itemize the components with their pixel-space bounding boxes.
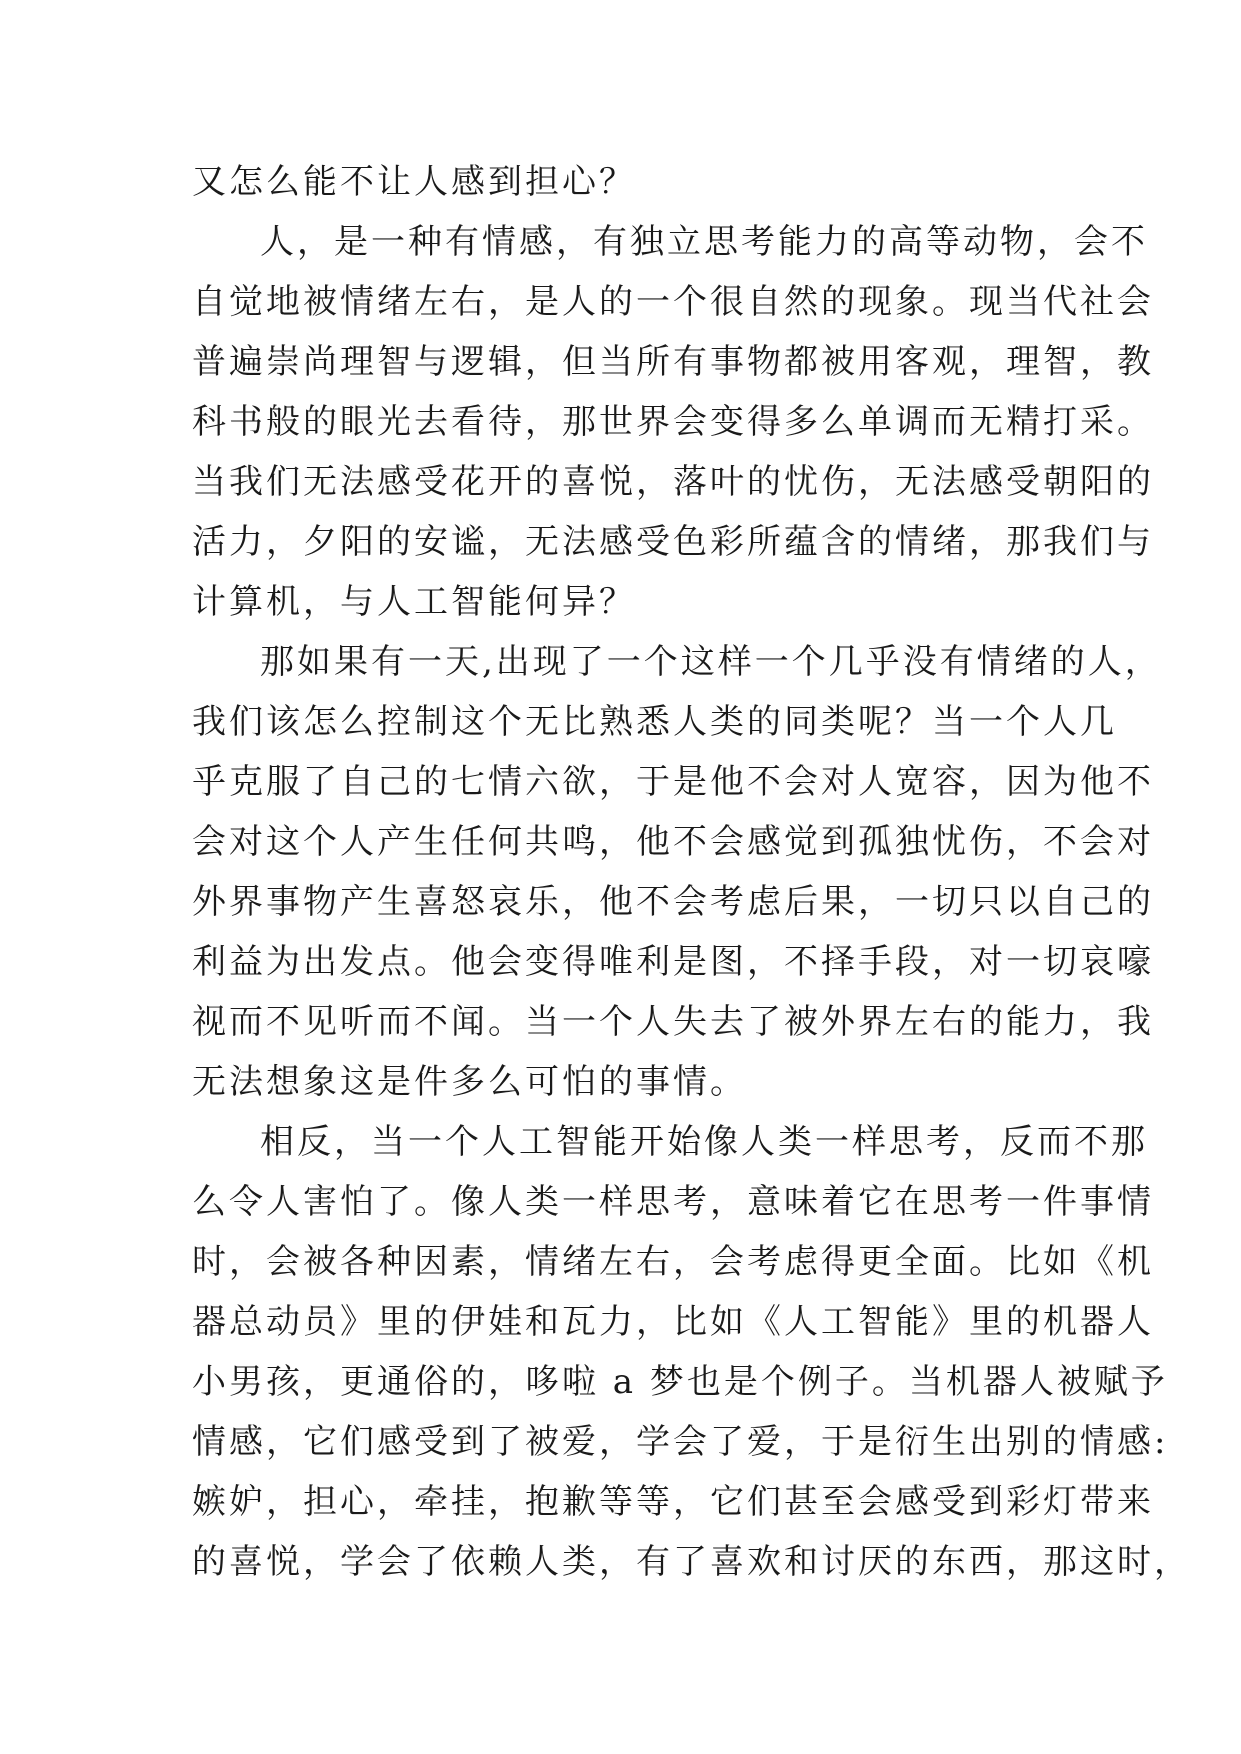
paragraph-line: 视而不见听而不闻。当一个人失去了被外界左右的能力，我 — [192, 1002, 1154, 1042]
paragraph-line: 情感，它们感受到了被爱，学会了爱，于是衍生出别的情感: — [192, 1422, 1169, 1462]
paragraph-line: 又怎么能不让人感到担心？ — [192, 162, 636, 202]
paragraph-line: 嫉妒，担心，牵挂，抱歉等等，它们甚至会感受到彩灯带来 — [192, 1482, 1154, 1522]
paragraph-line: 人，是一种有情感，有独立思考能力的高等动物，会不 — [260, 222, 1148, 262]
paragraph-line: 我们该怎么控制这个无比熟悉人类的同类呢？当一个人几 — [192, 702, 1117, 742]
paragraph-line: 小男孩，更通俗的，哆啦 a 梦也是个例子。当机器人被赋予 — [192, 1362, 1168, 1402]
paragraph-line: 相反，当一个人工智能开始像人类一样思考，反而不那 — [260, 1122, 1148, 1162]
paragraph-line: 乎克服了自己的七情六欲，于是他不会对人宽容，因为他不 — [192, 762, 1154, 802]
paragraph-line: 自觉地被情绪左右，是人的一个很自然的现象。现当代社会 — [192, 282, 1154, 322]
paragraph-line: 无法想象这是件多么可怕的事情。 — [192, 1062, 747, 1102]
paragraph-line: 当我们无法感受花开的喜悦，落叶的忧伤，无法感受朝阳的 — [192, 462, 1154, 502]
paragraph-line: 科书般的眼光去看待，那世界会变得多么单调而无精打采。 — [192, 402, 1154, 442]
paragraph-line: 活力，夕阳的安谧，无法感受色彩所蕴含的情绪，那我们与 — [192, 522, 1154, 562]
paragraph-line: 普遍崇尚理智与逻辑，但当所有事物都被用客观，理智，教 — [192, 342, 1154, 382]
paragraph-line: 器总动员》里的伊娃和瓦力，比如《人工智能》里的机器人 — [192, 1302, 1154, 1342]
paragraph-line: 利益为出发点。他会变得唯利是图，不择手段，对一切哀嚎 — [192, 942, 1154, 982]
paragraph-line: 那如果有一天,出现了一个这样一个几乎没有情绪的人， — [260, 642, 1162, 682]
paragraph-line: 计算机，与人工智能何异？ — [192, 582, 636, 622]
paragraph-line: 会对这个人产生任何共鸣，他不会感觉到孤独忧伤，不会对 — [192, 822, 1154, 862]
paragraph-line: 外界事物产生喜怒哀乐，他不会考虑后果，一切只以自己的 — [192, 882, 1154, 922]
paragraph-line: 么令人害怕了。像人类一样思考，意味着它在思考一件事情 — [192, 1182, 1154, 1222]
essay-body — [192, 152, 1191, 1592]
paragraph-line: 时，会被各种因素，情绪左右，会考虑得更全面。比如《机 — [192, 1242, 1154, 1282]
paragraph-line: 的喜悦，学会了依赖人类，有了喜欢和讨厌的东西，那这时， — [192, 1542, 1191, 1582]
